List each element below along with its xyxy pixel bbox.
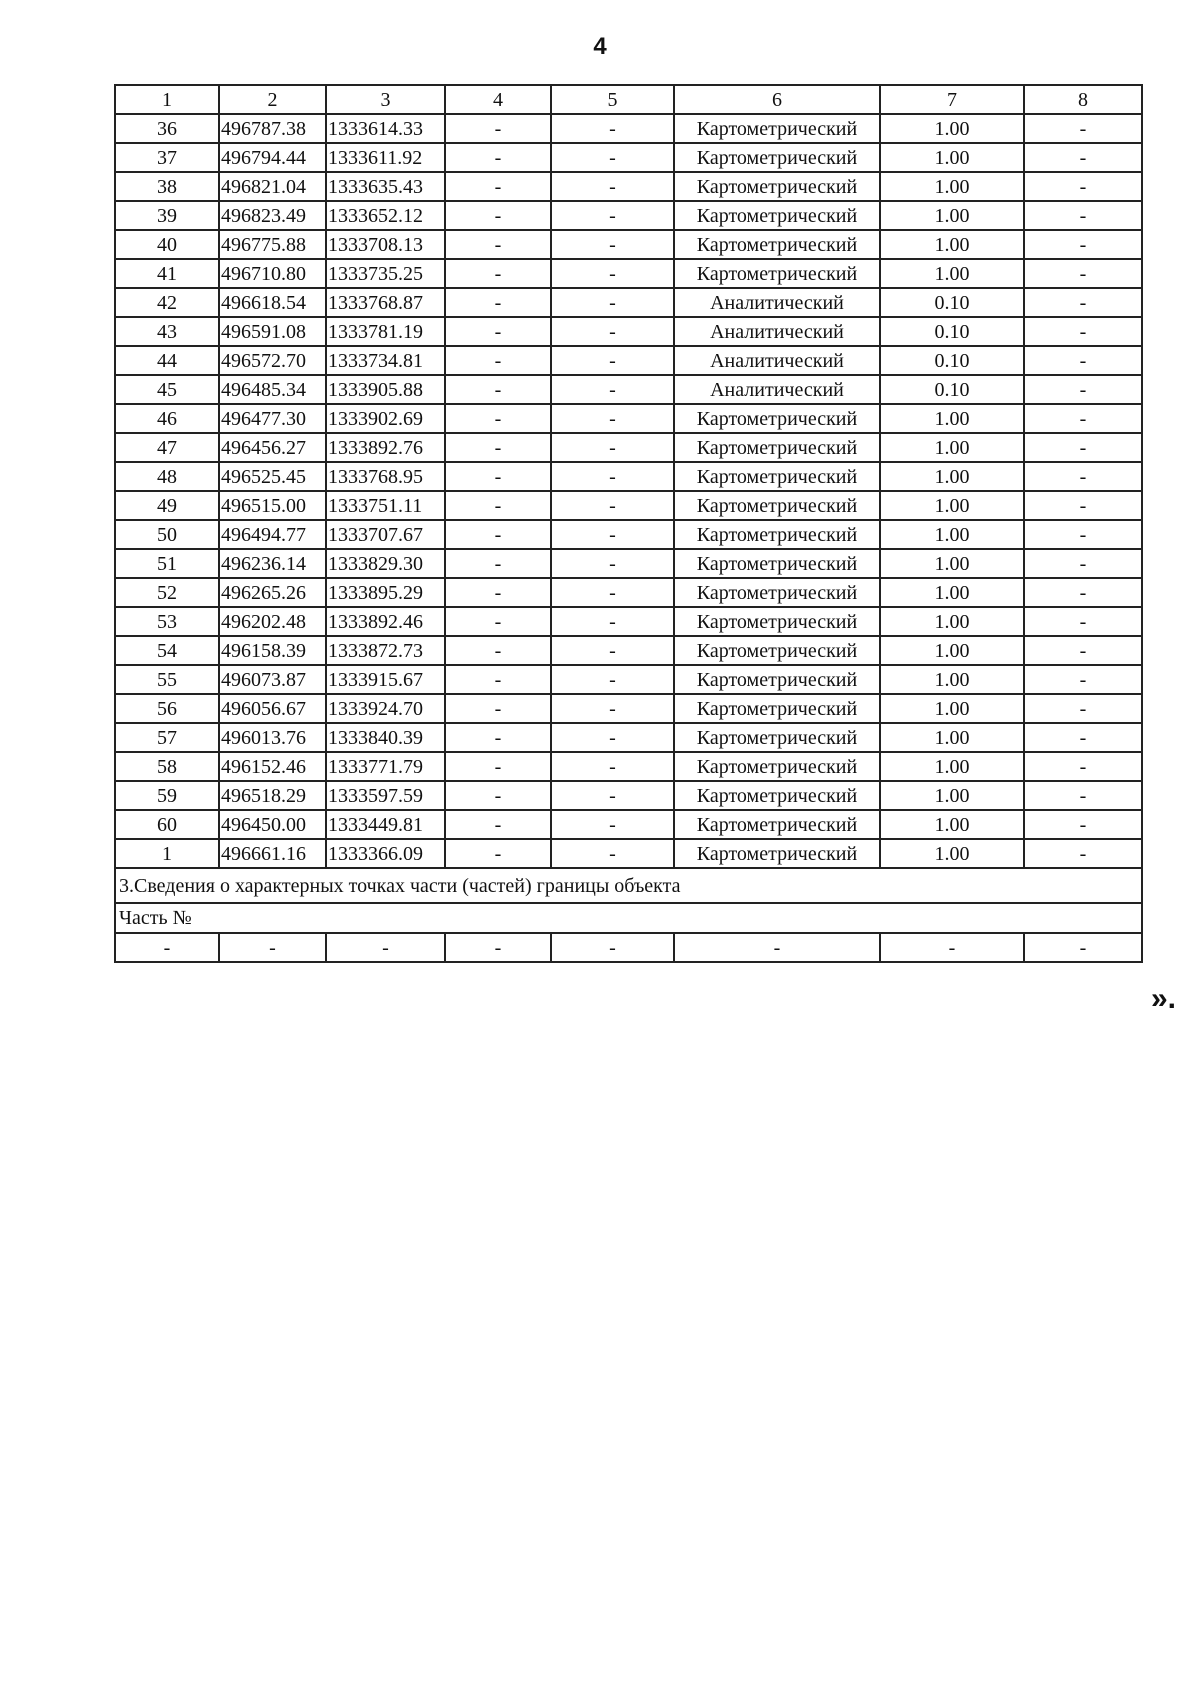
cell-accuracy: 1.00	[880, 114, 1024, 143]
cell-coord-x: -	[219, 933, 326, 962]
cell-col-4: -	[445, 752, 551, 781]
cell-col-5: -	[551, 346, 674, 375]
cell-accuracy: 1.00	[880, 259, 1024, 288]
cell-col-8: -	[1024, 462, 1142, 491]
cell-col-8: -	[1024, 549, 1142, 578]
cell-point-number: 49	[115, 491, 219, 520]
table-row	[115, 375, 1142, 404]
cell-accuracy: 0.10	[880, 288, 1024, 317]
cell-coord-y: 1333707.67	[326, 520, 445, 549]
cell-point-number: 56	[115, 694, 219, 723]
cell-point-number: 40	[115, 230, 219, 259]
cell-coord-y: 1333611.92	[326, 143, 445, 172]
cell-point-number: 41	[115, 259, 219, 288]
cell-col-4: -	[445, 491, 551, 520]
cell-col-5: -	[551, 636, 674, 665]
cell-accuracy: 1.00	[880, 694, 1024, 723]
cell-col-4: -	[445, 723, 551, 752]
cell-point-number: 44	[115, 346, 219, 375]
cell-method: Картометрический	[674, 839, 880, 868]
table-row	[115, 317, 1142, 346]
table-row	[115, 665, 1142, 694]
cell-method: Картометрический	[674, 694, 880, 723]
cell-accuracy: 0.10	[880, 346, 1024, 375]
table-row	[115, 433, 1142, 462]
cell-col-5: -	[551, 578, 674, 607]
cell-coord-y: 1333768.95	[326, 462, 445, 491]
table-row	[115, 520, 1142, 549]
table-row	[115, 578, 1142, 607]
cell-method: Картометрический	[674, 520, 880, 549]
cell-col-8: -	[1024, 723, 1142, 752]
cell-method: Картометрический	[674, 752, 880, 781]
cell-col-5: -	[551, 752, 674, 781]
cell-method: Картометрический	[674, 549, 880, 578]
cell-coord-y: 1333872.73	[326, 636, 445, 665]
cell-accuracy: 0.10	[880, 317, 1024, 346]
cell-coord-x: 496450.00	[219, 810, 326, 839]
cell-coord-y: 1333829.30	[326, 549, 445, 578]
cell-col-4: -	[445, 578, 551, 607]
cell-col-5: -	[551, 259, 674, 288]
coordinates-table	[114, 84, 1143, 963]
cell-col-5: -	[551, 723, 674, 752]
cell-coord-y: 1333449.81	[326, 810, 445, 839]
cell-col-8: -	[1024, 288, 1142, 317]
table-row	[115, 172, 1142, 201]
cell-col-4: 4	[445, 85, 551, 114]
cell-point-number: 60	[115, 810, 219, 839]
cell-coord-y: 1333902.69	[326, 404, 445, 433]
cell-coord-y: 1333614.33	[326, 114, 445, 143]
cell-col-5: -	[551, 607, 674, 636]
cell-point-number: 43	[115, 317, 219, 346]
cell-point-number: 52	[115, 578, 219, 607]
cell-accuracy: 1.00	[880, 636, 1024, 665]
cell-col-8: -	[1024, 665, 1142, 694]
cell-col-4: -	[445, 694, 551, 723]
cell-col-4: -	[445, 433, 551, 462]
cell-accuracy: 1.00	[880, 549, 1024, 578]
cell-coord-x: 496152.46	[219, 752, 326, 781]
cell-col-8: -	[1024, 491, 1142, 520]
cell-point-number: 57	[115, 723, 219, 752]
cell-accuracy: 1.00	[880, 404, 1024, 433]
cell-col-8: -	[1024, 607, 1142, 636]
table-row	[115, 752, 1142, 781]
table-row	[115, 143, 1142, 172]
cell-col-4: -	[445, 462, 551, 491]
cell-col-5: -	[551, 317, 674, 346]
cell-col-8: -	[1024, 230, 1142, 259]
cell-col-5: -	[551, 143, 674, 172]
table-row	[115, 404, 1142, 433]
cell-col-5: -	[551, 172, 674, 201]
cell-point-number: 50	[115, 520, 219, 549]
cell-col-4: -	[445, 933, 551, 962]
cell-col-5: -	[551, 201, 674, 230]
cell-method: Картометрический	[674, 781, 880, 810]
cell-coord-y: 1333735.25	[326, 259, 445, 288]
cell-method: Картометрический	[674, 665, 880, 694]
section-title: 3.Сведения о характерных точках части (частей) границы объекта	[115, 868, 1142, 903]
cell-point-number: 1	[115, 85, 219, 114]
cell-point-number: 58	[115, 752, 219, 781]
cell-coord-x: 496794.44	[219, 143, 326, 172]
cell-point-number: 38	[115, 172, 219, 201]
cell-col-8: -	[1024, 114, 1142, 143]
cell-col-5: -	[551, 781, 674, 810]
cell-method: Картометрический	[674, 259, 880, 288]
cell-coord-y: 1333768.87	[326, 288, 445, 317]
cell-accuracy: 1.00	[880, 433, 1024, 462]
cell-coord-y: 1333840.39	[326, 723, 445, 752]
cell-coord-y: 1333915.67	[326, 665, 445, 694]
cell-coord-y: 1333892.76	[326, 433, 445, 462]
cell-col-8: -	[1024, 694, 1142, 723]
cell-col-5: -	[551, 462, 674, 491]
cell-col-5: -	[551, 404, 674, 433]
cell-method: Картометрический	[674, 491, 880, 520]
cell-col-5: -	[551, 549, 674, 578]
cell-accuracy: 1.00	[880, 462, 1024, 491]
cell-col-8: -	[1024, 810, 1142, 839]
cell-point-number: 45	[115, 375, 219, 404]
cell-point-number: -	[115, 933, 219, 962]
cell-point-number: 51	[115, 549, 219, 578]
table-row	[115, 636, 1142, 665]
page-number: 4	[593, 33, 607, 60]
cell-col-5: -	[551, 375, 674, 404]
cell-coord-x: 496056.67	[219, 694, 326, 723]
cell-accuracy: -	[880, 933, 1024, 962]
cell-col-5: -	[551, 230, 674, 259]
table-row	[115, 230, 1142, 259]
cell-col-4: -	[445, 549, 551, 578]
cell-col-5: -	[551, 694, 674, 723]
cell-col-4: -	[445, 114, 551, 143]
table-row	[115, 839, 1142, 868]
cell-col-8: -	[1024, 143, 1142, 172]
cell-point-number: 59	[115, 781, 219, 810]
cell-point-number: 36	[115, 114, 219, 143]
cell-col-8: -	[1024, 433, 1142, 462]
cell-method: Аналитический	[674, 317, 880, 346]
table-row	[115, 694, 1142, 723]
cell-method: Аналитический	[674, 288, 880, 317]
table-row	[115, 549, 1142, 578]
cell-coord-x: 496073.87	[219, 665, 326, 694]
cell-col-5: -	[551, 491, 674, 520]
cell-coord-x: 496518.29	[219, 781, 326, 810]
cell-coord-x: 496456.27	[219, 433, 326, 462]
cell-accuracy: 0.10	[880, 375, 1024, 404]
cell-col-5: -	[551, 433, 674, 462]
cell-coord-y: 1333366.09	[326, 839, 445, 868]
cell-coord-x: 496236.14	[219, 549, 326, 578]
table-row	[115, 723, 1142, 752]
part-label: Часть №	[115, 903, 1142, 933]
cell-col-4: -	[445, 375, 551, 404]
cell-point-number: 53	[115, 607, 219, 636]
cell-accuracy: 1.00	[880, 665, 1024, 694]
cell-coord-y: 1333652.12	[326, 201, 445, 230]
cell-accuracy: 1.00	[880, 607, 1024, 636]
cell-method: Картометрический	[674, 172, 880, 201]
cell-col-4: -	[445, 607, 551, 636]
cell-col-8: -	[1024, 404, 1142, 433]
cell-accuracy: 1.00	[880, 230, 1024, 259]
table-row	[115, 201, 1142, 230]
cell-col-4: -	[445, 143, 551, 172]
cell-point-number: 46	[115, 404, 219, 433]
cell-coord-x: 496618.54	[219, 288, 326, 317]
cell-accuracy: 1.00	[880, 810, 1024, 839]
cell-method: Картометрический	[674, 723, 880, 752]
table-body	[115, 85, 1142, 962]
cell-method: 6	[674, 85, 880, 114]
cell-coord-x: 496158.39	[219, 636, 326, 665]
cell-col-5: -	[551, 665, 674, 694]
cell-coord-y: 1333892.46	[326, 607, 445, 636]
cell-coord-y: -	[326, 933, 445, 962]
cell-coord-y: 1333635.43	[326, 172, 445, 201]
cell-method: Картометрический	[674, 114, 880, 143]
cell-method: Аналитический	[674, 375, 880, 404]
cell-col-8: -	[1024, 259, 1142, 288]
cell-coord-y: 1333771.79	[326, 752, 445, 781]
cell-coord-x: 496013.76	[219, 723, 326, 752]
cell-point-number: 1	[115, 839, 219, 868]
cell-col-8: -	[1024, 933, 1142, 962]
cell-coord-x: 496525.45	[219, 462, 326, 491]
cell-col-4: -	[445, 230, 551, 259]
cell-method: Картометрический	[674, 578, 880, 607]
cell-col-4: -	[445, 288, 551, 317]
cell-point-number: 54	[115, 636, 219, 665]
cell-accuracy: 1.00	[880, 781, 1024, 810]
cell-col-8: -	[1024, 375, 1142, 404]
cell-accuracy: 1.00	[880, 520, 1024, 549]
table-row	[115, 607, 1142, 636]
coordinates-table-wrapper	[114, 84, 1141, 963]
cell-col-5: 5	[551, 85, 674, 114]
cell-col-4: -	[445, 346, 551, 375]
cell-coord-x: 496823.49	[219, 201, 326, 230]
cell-coord-x: 496202.48	[219, 607, 326, 636]
cell-col-4: -	[445, 781, 551, 810]
cell-accuracy: 1.00	[880, 839, 1024, 868]
cell-coord-x: 496265.26	[219, 578, 326, 607]
cell-coord-y: 1333905.88	[326, 375, 445, 404]
cell-accuracy: 1.00	[880, 201, 1024, 230]
cell-point-number: 47	[115, 433, 219, 462]
cell-col-8: -	[1024, 636, 1142, 665]
cell-col-5: -	[551, 520, 674, 549]
cell-col-4: -	[445, 259, 551, 288]
cell-coord-x: 2	[219, 85, 326, 114]
cell-coord-x: 496661.16	[219, 839, 326, 868]
part-label-row	[115, 903, 1142, 933]
cell-coord-y: 1333734.81	[326, 346, 445, 375]
cell-point-number: 55	[115, 665, 219, 694]
cell-method: Аналитический	[674, 346, 880, 375]
table-row	[115, 346, 1142, 375]
cell-coord-y: 1333708.13	[326, 230, 445, 259]
cell-coord-y: 1333751.11	[326, 491, 445, 520]
cell-point-number: 42	[115, 288, 219, 317]
cell-col-8: -	[1024, 317, 1142, 346]
cell-point-number: 48	[115, 462, 219, 491]
cell-coord-x: 496710.80	[219, 259, 326, 288]
table-row	[115, 462, 1142, 491]
cell-method: Картометрический	[674, 607, 880, 636]
cell-col-8: -	[1024, 201, 1142, 230]
cell-col-5: -	[551, 114, 674, 143]
cell-coord-x: 496494.77	[219, 520, 326, 549]
cell-method: Картометрический	[674, 462, 880, 491]
table-row	[115, 810, 1142, 839]
cell-col-5: -	[551, 810, 674, 839]
cell-accuracy: 1.00	[880, 723, 1024, 752]
cell-coord-x: 496485.34	[219, 375, 326, 404]
cell-accuracy: 1.00	[880, 578, 1024, 607]
cell-method: Картометрический	[674, 433, 880, 462]
cell-col-5: -	[551, 839, 674, 868]
table-row	[115, 114, 1142, 143]
cell-col-8: 8	[1024, 85, 1142, 114]
cell-col-4: -	[445, 520, 551, 549]
cell-col-4: -	[445, 810, 551, 839]
table-row	[115, 288, 1142, 317]
cell-coord-x: 496572.70	[219, 346, 326, 375]
cell-coord-y: 3	[326, 85, 445, 114]
cell-col-4: -	[445, 404, 551, 433]
cell-method: Картометрический	[674, 201, 880, 230]
cell-method: Картометрический	[674, 230, 880, 259]
empty-row	[115, 933, 1142, 962]
cell-col-4: -	[445, 201, 551, 230]
closing-quote: ».	[1151, 982, 1177, 1015]
cell-col-4: -	[445, 636, 551, 665]
cell-method: Картометрический	[674, 404, 880, 433]
cell-col-4: -	[445, 839, 551, 868]
cell-accuracy: 1.00	[880, 752, 1024, 781]
cell-coord-x: 496775.88	[219, 230, 326, 259]
cell-accuracy: 7	[880, 85, 1024, 114]
cell-col-8: -	[1024, 781, 1142, 810]
cell-coord-x: 496477.30	[219, 404, 326, 433]
table-row	[115, 491, 1142, 520]
cell-coord-x: 496591.08	[219, 317, 326, 346]
cell-coord-x: 496515.00	[219, 491, 326, 520]
cell-col-4: -	[445, 665, 551, 694]
cell-method: Картометрический	[674, 810, 880, 839]
cell-col-8: -	[1024, 752, 1142, 781]
table-row	[115, 259, 1142, 288]
cell-coord-y: 1333895.29	[326, 578, 445, 607]
cell-col-8: -	[1024, 839, 1142, 868]
cell-method: Картометрический	[674, 143, 880, 172]
cell-accuracy: 1.00	[880, 143, 1024, 172]
cell-col-8: -	[1024, 520, 1142, 549]
cell-point-number: 39	[115, 201, 219, 230]
cell-coord-x: 496821.04	[219, 172, 326, 201]
cell-method: Картометрический	[674, 636, 880, 665]
cell-point-number: 37	[115, 143, 219, 172]
table-header-row	[115, 85, 1142, 114]
cell-accuracy: 1.00	[880, 172, 1024, 201]
cell-coord-x: 496787.38	[219, 114, 326, 143]
cell-method: -	[674, 933, 880, 962]
cell-coord-y: 1333597.59	[326, 781, 445, 810]
cell-col-5: -	[551, 933, 674, 962]
section-title-row	[115, 868, 1142, 903]
cell-col-4: -	[445, 317, 551, 346]
cell-col-8: -	[1024, 578, 1142, 607]
cell-col-5: -	[551, 288, 674, 317]
cell-col-8: -	[1024, 172, 1142, 201]
cell-col-8: -	[1024, 346, 1142, 375]
cell-col-4: -	[445, 172, 551, 201]
cell-coord-y: 1333781.19	[326, 317, 445, 346]
cell-coord-y: 1333924.70	[326, 694, 445, 723]
table-row	[115, 781, 1142, 810]
cell-accuracy: 1.00	[880, 491, 1024, 520]
